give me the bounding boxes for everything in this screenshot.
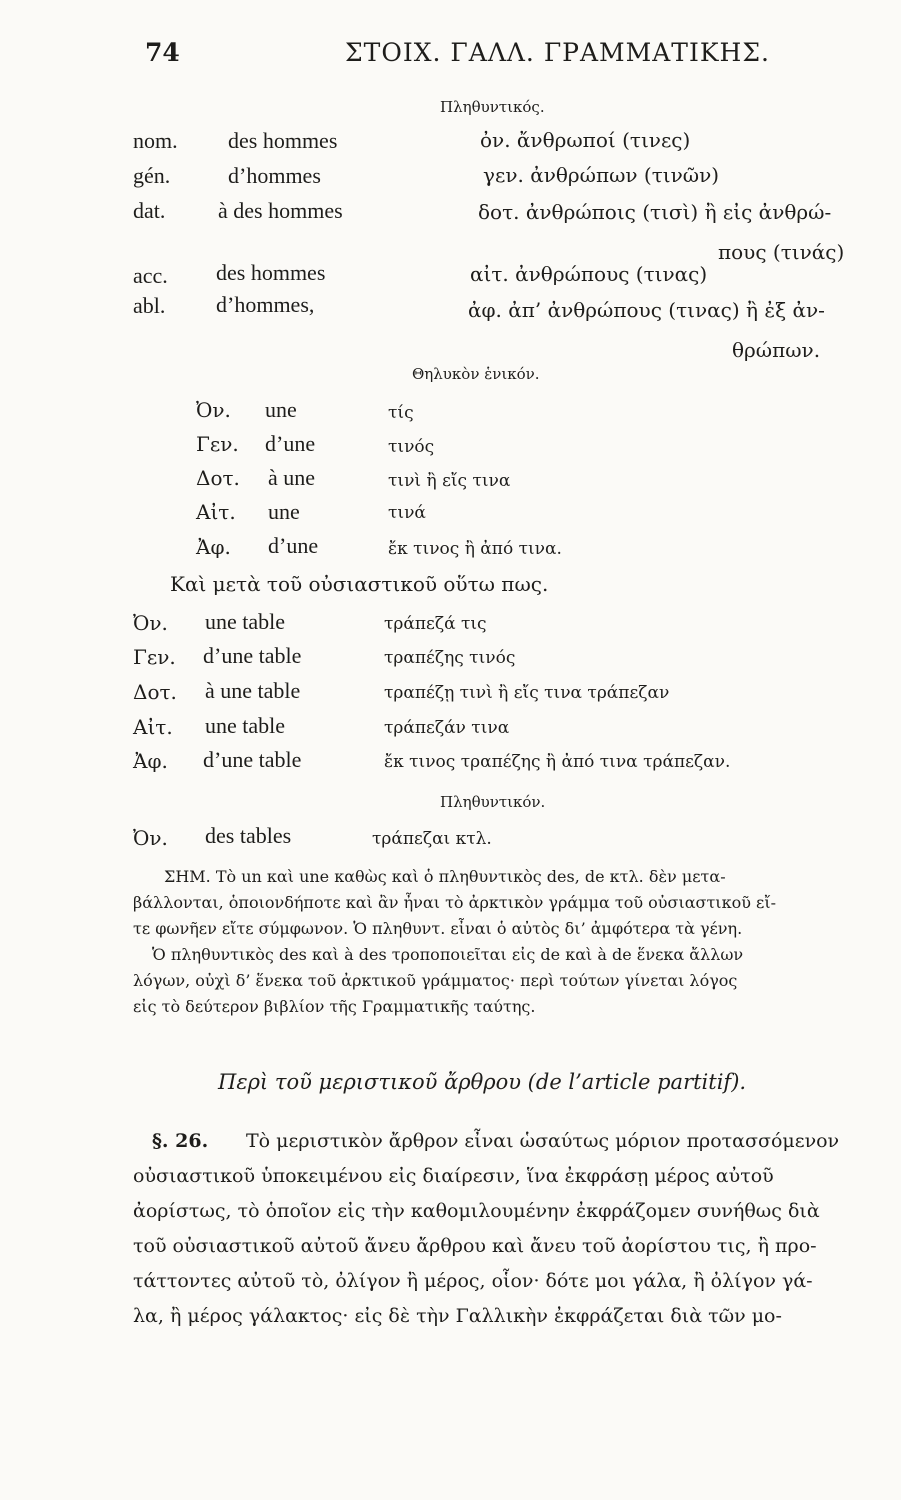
case-label: Γεν. [133,645,176,669]
case-label: Αἰτ. [133,715,173,739]
greek-form: αἰτ. ἀνθρώπους (τινας) [470,262,708,286]
french-form: une table [205,713,286,738]
case-label: acc. [133,263,168,288]
greek-form: τραπέζῃ τινὶ ἢ εἴς τινα τράπεζαν [384,683,670,703]
case-label: Δοτ. [133,680,177,704]
french-form: une [268,499,300,524]
section-mark: §. 26. [152,1130,209,1152]
paragraph-line: Τὸ μεριστικὸν ἄρθρον εἶναι ὡσαύτως μόριον προτασσόμενον [246,1130,840,1152]
greek-form: τινά [388,503,426,523]
case-label: nom. [133,128,178,153]
french-form: des tables [205,823,292,848]
french-form: des hommes [216,260,326,285]
french-form: d’hommes, [216,292,315,317]
paragraph-line: λα, ἢ μέρος γάλακτος· εἰς δὲ τὴν Γαλλικὴν ἐκφράζεται διὰ τῶν μο- [133,1305,782,1327]
greek-form: τινὶ ἢ εἴς τινα [388,471,511,491]
page-number: 74 [145,38,180,67]
french-form: d’une table [203,643,302,668]
greek-form: γεν. ἀνθρώπων (τινῶν) [483,163,720,187]
french-form: une [265,397,297,422]
case-label: Αἰτ. [196,500,236,524]
case-label: Γεν. [196,432,239,456]
french-form: d’hommes [228,163,321,188]
feminine-heading: Θηλυκὸν ἑνικόν. [412,365,540,383]
running-title: ΣΤΟΙΧ. ΓΑΛΛ. ΓΡΑΜΜΑΤΙΚΗΣ. [345,38,770,67]
case-label: Ἀφ. [133,749,168,773]
paragraph-line: τάττοντες αὐτοῦ τὸ, ὀλίγον ἢ μέρος, οἷον· δότε μοι γάλα, ἢ ὀλίγον γά- [133,1270,813,1292]
note-line: εἰς τὸ δεύτερον βιβλίον τῆς Γραμματικῆς ταύτης. [133,997,536,1016]
french-form: d’une table [203,747,302,772]
case-label: abl. [133,293,166,318]
note-line: Ὁ πληθυντικὸς des καὶ à des τροποποιεῖται εἰς de καὶ à de ἕνεκα ἄλλων [152,945,744,964]
greek-form: ὀν. ἄνθρωποί (τινες) [480,128,691,152]
greek-form: ἔκ τινος τραπέζης ἢ ἀπό τινα τράπεζαν. [384,752,731,772]
noun-intro: Καὶ μετὰ τοῦ οὐσιαστικοῦ οὕτω πως. [170,572,549,596]
greek-form: ἔκ τινος ἢ ἀπό τινα. [388,539,562,559]
greek-form: τράπεζαι κτλ. [372,829,492,849]
paragraph-line: οὐσιαστικοῦ ὑποκειμένου εἰς διαίρεσιν, ἵνα ἐκφράσῃ μέρος αὐτοῦ [133,1165,774,1187]
greek-form: ἀφ. ἀπ’ ἀνθρώπους (τινας) ἢ ἐξ ἀν- [468,298,825,322]
plural-heading: Πληθυντικός. [440,98,545,116]
note-line: τε φωνῆεν εἴτε σύμφωνον. Ὁ πληθυντ. εἶναι ὁ αὐτὸς δι’ ἀμφότερα τὰ γένη. [133,919,743,938]
section-title: Περὶ τοῦ μεριστικοῦ ἄρθρου (de l’article partitif). [218,1070,747,1094]
case-label: Δοτ. [196,466,240,490]
greek-continuation: πους (τινάς) [718,240,845,264]
french-form: à des hommes [218,198,343,223]
plural-heading: Πληθυντικόν. [440,793,546,811]
french-form: des hommes [228,128,338,153]
french-form: d’une [268,533,319,558]
greek-form: τίς [388,403,414,423]
french-form: une table [205,609,286,634]
greek-continuation: θρώπων. [732,338,821,362]
case-label: gén. [133,163,171,188]
greek-form: τινός [388,437,435,457]
case-label: Ὀν. [133,611,168,635]
greek-form: τραπέζης τινός [384,648,516,668]
case-label: Ὀν. [133,826,168,850]
paragraph-line: τοῦ οὐσιαστικοῦ αὐτοῦ ἄνευ ἄρθρου καὶ ἄνευ τοῦ ἀορίστου τις, ἢ προ- [133,1235,817,1257]
case-label: dat. [133,198,166,223]
note-line: ΣΗΜ. Τὸ un καὶ une καθὼς καὶ ὁ πληθυντικὸς des, de κτλ. δὲν μετα- [164,867,726,886]
greek-form: τράπεζά τις [384,614,487,634]
french-form: à une [268,465,316,490]
greek-form: τράπεζάν τινα [384,718,510,738]
note-line: λόγων, οὐχὶ δ’ ἕνεκα τοῦ ἀρκτικοῦ γράμματος· περὶ τούτων γίνεται λόγος [133,971,738,990]
french-form: d’une [265,431,316,456]
greek-form: δοτ. ἀνθρώποις (τισὶ) ἢ εἰς ἀνθρώ- [478,200,832,224]
note-line: βάλλονται, ὁποιονδήποτε καὶ ἂν ἦναι τὸ ἀρκτικὸν γράμμα τοῦ οὐσιαστικοῦ εἴ- [133,893,776,912]
french-form: à une table [205,678,301,703]
case-label: Ὀν. [196,398,231,422]
paragraph-line: ἀορίστως, τὸ ὁποῖον εἰς τὴν καθομιλουμένην ἐκφράζομεν συνήθως διὰ [133,1200,820,1222]
case-label: Ἀφ. [196,535,231,559]
